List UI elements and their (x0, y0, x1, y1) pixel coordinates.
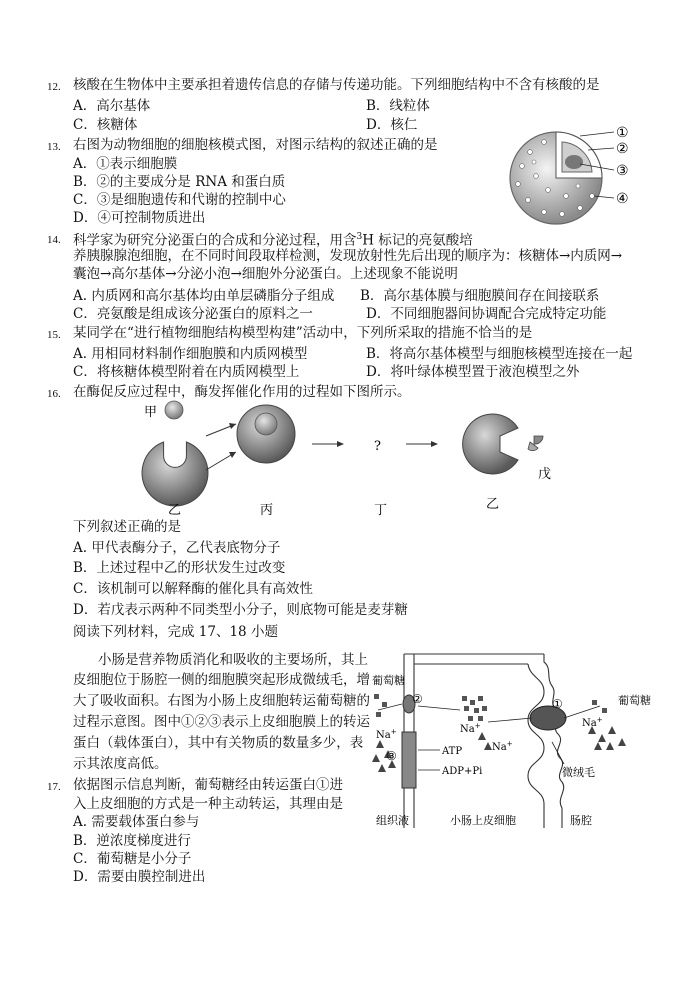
q13-number: 13. (47, 141, 61, 153)
epithelial-cell-label: 小肠上皮细胞 (450, 814, 516, 827)
na-charge: + (474, 722, 481, 730)
q13-stem: 右图为动物细胞的细胞核模式图，对图示结构的叙述正确的是 (73, 137, 438, 153)
transporter-3 (402, 732, 416, 788)
q14-option-d[interactable]: D．不同细胞器间协调配合完成特定功能 (366, 306, 607, 322)
reading-line-2: 皮细胞位于肠腔一侧的细胞膜突起形成微绒毛，增 (73, 672, 370, 688)
label-4: ④ (616, 191, 629, 207)
na-text: Na (492, 742, 507, 753)
q16-stem: 在酶促反应过程中，酶发挥催化作用的过程如下图所示。 (73, 384, 411, 400)
na-charge: + (506, 740, 513, 748)
label-1: ① (616, 125, 629, 141)
q13-option-b[interactable]: B．②的主要成分是 RNA 和蛋白质 (73, 174, 286, 190)
enzyme-yi (142, 442, 208, 506)
q13-option-a[interactable]: A．①表示细胞膜 (73, 156, 178, 172)
q13-option-c[interactable]: C．③是细胞遗传和代谢的控制中心 (73, 192, 286, 208)
tissue-fluid-label: 组织液 (376, 814, 409, 827)
q14-number: 14. (47, 234, 61, 246)
label-transporter-2: ② (412, 692, 423, 706)
label-yi2: 乙 (486, 497, 500, 512)
na-label-cell-1 (460, 722, 481, 735)
reading-intro: 阅读下列材料，完成 17、18 小题 (73, 624, 278, 640)
substrate-jia (165, 401, 183, 419)
q15-option-a[interactable]: A. 用相同材料制作细胞膜和内质网模型 (73, 346, 308, 362)
q17-option-c[interactable]: C．葡萄糖是小分子 (73, 851, 192, 867)
label-jia: 甲 (144, 405, 158, 420)
q15-option-b[interactable]: B．将高尔基体模型与细胞核模型连接在一起 (366, 346, 633, 362)
label-2: ② (616, 141, 629, 157)
q15-option-d[interactable]: D．将叶绿体模型置于液泡模型之外 (366, 364, 580, 380)
label-yi1: 乙 (168, 503, 182, 518)
q17-option-a[interactable]: A. 需要载体蛋白参与 (73, 814, 200, 830)
enzyme-yi-released (463, 414, 518, 474)
q14-stem-part: 科学家为研究分泌蛋白的合成和分泌过程，用含 (73, 232, 357, 249)
enzyme-diagram (140, 396, 570, 520)
q14-option-a[interactable]: A. 内质网和高尔基体均由单层磷脂分子组成 (73, 288, 335, 304)
q14-stem-part: H 标记的亮氨酸培 (362, 232, 473, 249)
q14-option-c[interactable]: C．亮氨酸是组成该分泌蛋白的原料之一 (73, 306, 313, 322)
q14-stem-line3: 囊泡→高尔基体→分泌小泡→细胞外分泌蛋白。上述现象不能说明 (73, 266, 458, 282)
na-label-tissue (376, 728, 397, 741)
q17-stem-line2: 入上皮细胞的方式是一种主动转运，其理由是 (73, 796, 343, 812)
nucleolus (565, 155, 583, 169)
q13-option-d[interactable]: D．④可控制物质进出 (73, 210, 206, 226)
label-unknown: ? (374, 439, 381, 454)
atp-label: ATP (442, 746, 463, 757)
glucose-label-left: 葡萄糖 (372, 674, 405, 687)
q14-stem-line2: 养胰腺腺泡细胞，在不同时间段取样检测，发现放射性先后出现的顺序为：核糖体→内质网→ (73, 248, 623, 264)
q17-option-d[interactable]: D．需要由膜控制进出 (73, 869, 206, 885)
q14-stem-line1 (73, 229, 473, 250)
nucleus-diagram (500, 118, 650, 228)
q16-option-a[interactable]: A. 甲代表酶分子，乙代表底物分子 (73, 540, 281, 556)
label-transporter-3: ③ (386, 749, 397, 763)
glucose-label-right: 葡萄糖 (618, 694, 651, 707)
label-bing: 丙 (260, 503, 274, 518)
q15-option-c[interactable]: C．将核糖体模型附着在内质网模型上 (73, 364, 300, 380)
reading-line-1: 小肠是营养物质消化和吸收的主要场所，其上 (98, 652, 368, 668)
q14-option-b[interactable]: B．高尔基体膜与细胞膜间存在间接联系 (360, 288, 600, 304)
adp-label: ADP+Pi (442, 766, 483, 777)
label-ding: 丁 (374, 503, 388, 518)
q16-option-d[interactable]: D．若戊表示两种不同类型小分子，则底物可能是麦芽糖 (73, 602, 408, 618)
q16-number: 16. (47, 388, 61, 400)
q17-number: 17. (47, 781, 61, 793)
q17-stem-line1: 依据图示信息判断，葡萄糖经由转运蛋白①进 (73, 777, 343, 793)
na-charge: + (390, 728, 397, 736)
na-label-cell-2 (492, 740, 513, 753)
q12-number: 12. (47, 81, 61, 93)
q15-stem: 某同学在“进行植物细胞结构模型构建”活动中，下列所采取的措施不恰当的是 (73, 325, 533, 341)
q16-option-c[interactable]: C．该机制可以解释酶的催化具有高效性 (73, 581, 313, 597)
q17-option-b[interactable]: B．逆浓度梯度进行 (73, 833, 191, 849)
reading-line-6: 示其浓度高低。 (73, 756, 168, 772)
reading-line-5: 蛋白（载体蛋白），其中有关物质的数量多少，表 (73, 735, 364, 751)
q12-stem: 核酸在生物体中主要承担着遗传信息的存储与传递功能。下列细胞结构中不含有核酸的是 (73, 77, 600, 93)
isotope-superscript: 3 (356, 232, 363, 242)
q15-number: 15. (47, 329, 61, 341)
intestinal-lumen-label: 肠腔 (570, 814, 592, 827)
label-transporter-1: ① (552, 697, 563, 711)
q12-option-d[interactable]: D．核仁 (366, 117, 418, 133)
q12-option-c[interactable]: C．核糖体 (73, 117, 138, 133)
label-3: ③ (616, 163, 629, 179)
q16-lead: 下列叙述正确的是 (73, 519, 181, 535)
na-text: Na (582, 718, 597, 729)
na-text: Na (460, 724, 475, 735)
reading-line-4: 过程示意图。图中①②③表示上皮细胞膜上的转运 (73, 714, 370, 730)
na-charge: + (596, 716, 603, 724)
q12-option-a[interactable]: A．高尔基体 (73, 98, 151, 114)
label-wu: 戊 (538, 467, 552, 482)
glucose-transport-diagram (368, 652, 668, 838)
product-piece-1 (534, 436, 543, 444)
microvilli-label: 微绒毛 (562, 766, 595, 779)
na-label-lumen (582, 716, 603, 729)
reading-line-3: 大了吸收面积。右图为小肠上皮细胞转运葡萄糖的 (73, 693, 370, 709)
q16-option-b[interactable]: B．上述过程中乙的形状发生过改变 (73, 560, 286, 576)
q12-option-b[interactable]: B．线粒体 (366, 98, 430, 114)
na-text: Na (376, 730, 391, 741)
